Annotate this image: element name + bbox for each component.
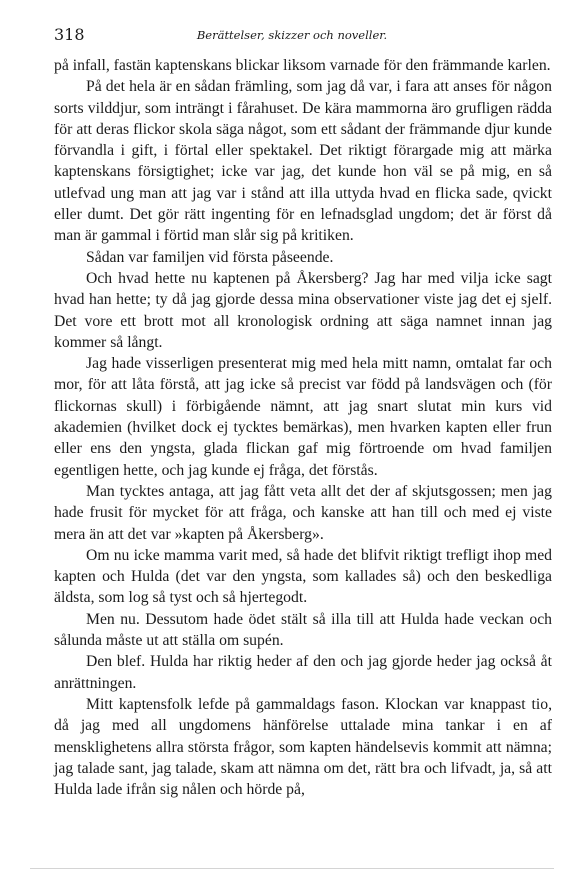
running-title: Berättelser, skizzer och noveller. bbox=[196, 28, 388, 42]
page-number: 318 bbox=[54, 25, 85, 44]
page-header bbox=[0, 24, 584, 46]
page-bottom-edge bbox=[30, 868, 554, 869]
paragraph: Om nu icke mamma varit med, så hade det blifvit riktigt trefligt ihop med kapten och Hulda (det var den yngsta, som kallades så) och den beskedliga äldsta, som log så tyst och så hjertegodt. bbox=[54, 546, 552, 607]
paragraph: Och hvad hette nu kaptenen på Åkersberg? Jag har med vilja icke sagt hvad han hette; ty då jag gjorde dessa mina observationer viste jag det ej sjelf. Det vore ett brott mot all kronologisk ordning att säga namnet innan jag kommer så långt. bbox=[54, 269, 552, 351]
paragraph: Man tycktes antaga, att jag fått veta allt det der af skjutsgossen; men jag hade frusit för mycket för att fråga, och kanske att han till och med ej viste mera än att det var »kapten på Åkersberg». bbox=[54, 482, 552, 543]
paragraph: Den blef. Hulda har riktig heder af den och jag gjorde heder jag också åt anrättningen. bbox=[54, 653, 552, 692]
paragraph-continued: på infall, fastän kaptenskans blickar liksom varnade för den främmande karlen. bbox=[54, 57, 551, 74]
body-text bbox=[54, 55, 552, 800]
paragraph: På det hela är en sådan främling, som jag då var, i fara att anses för någon sorts vilddjur, som inträngt i fårahuset. De kära mammorna äro grufligen rädda för att deras flickor skola säga något, som ett sådant der främmande djur kunde förvandla i gift, i förtal eller spektakel. Det riktigt förargade mig att märka kaptenskans försigtighet; icke var jag, det kunde hon väl se på mig, en så utlefvad ung man att jag var i stånd att illa uttyda hvad en flicka sade, qvickt eller dumt. Det gör rätt ingenting för en lefnadsglad ungdom; det är först då man är gammal i förtid man slår sig på kritiken. bbox=[54, 78, 552, 245]
paragraph: Mitt kaptensfolk lefde på gammaldags fason. Klockan var knappast tio, då jag med all ungdomens hänförelse uttalade mina tankar i en af mensklighetens allra största frågor, som kapten händelsevis kommit att nämna; jag talade sant, jag talade, skam att nämna om det, rätt bra och lifvadt, ja, så att Hulda lade ifrån sig nålen och hörde på, bbox=[54, 695, 552, 799]
paragraph: Sådan var familjen vid första påseende. bbox=[86, 248, 334, 266]
paragraph: Men nu. Dessutom hade ödet stält så illa till att Hulda hade veckan och sålunda måste ut att ställa om supén. bbox=[54, 610, 552, 650]
paragraph: Jag hade visserligen presenterat mig med hela mitt namn, omtalat far och mor, för att låta förstå, att jag icke så precist var född på landsvägen och (för flickornas skull) i förbigående nämnt, att jag snart slutat min kurs vid akademien (hvilket dock ej tycktes bemärkas), men hvarken kapten eller frun eller ens den yngsta, glada flickan gaf mig förtroende om hvad familjen egentligen hette, och jag kunde ej fråga, det förstås. bbox=[54, 355, 552, 479]
